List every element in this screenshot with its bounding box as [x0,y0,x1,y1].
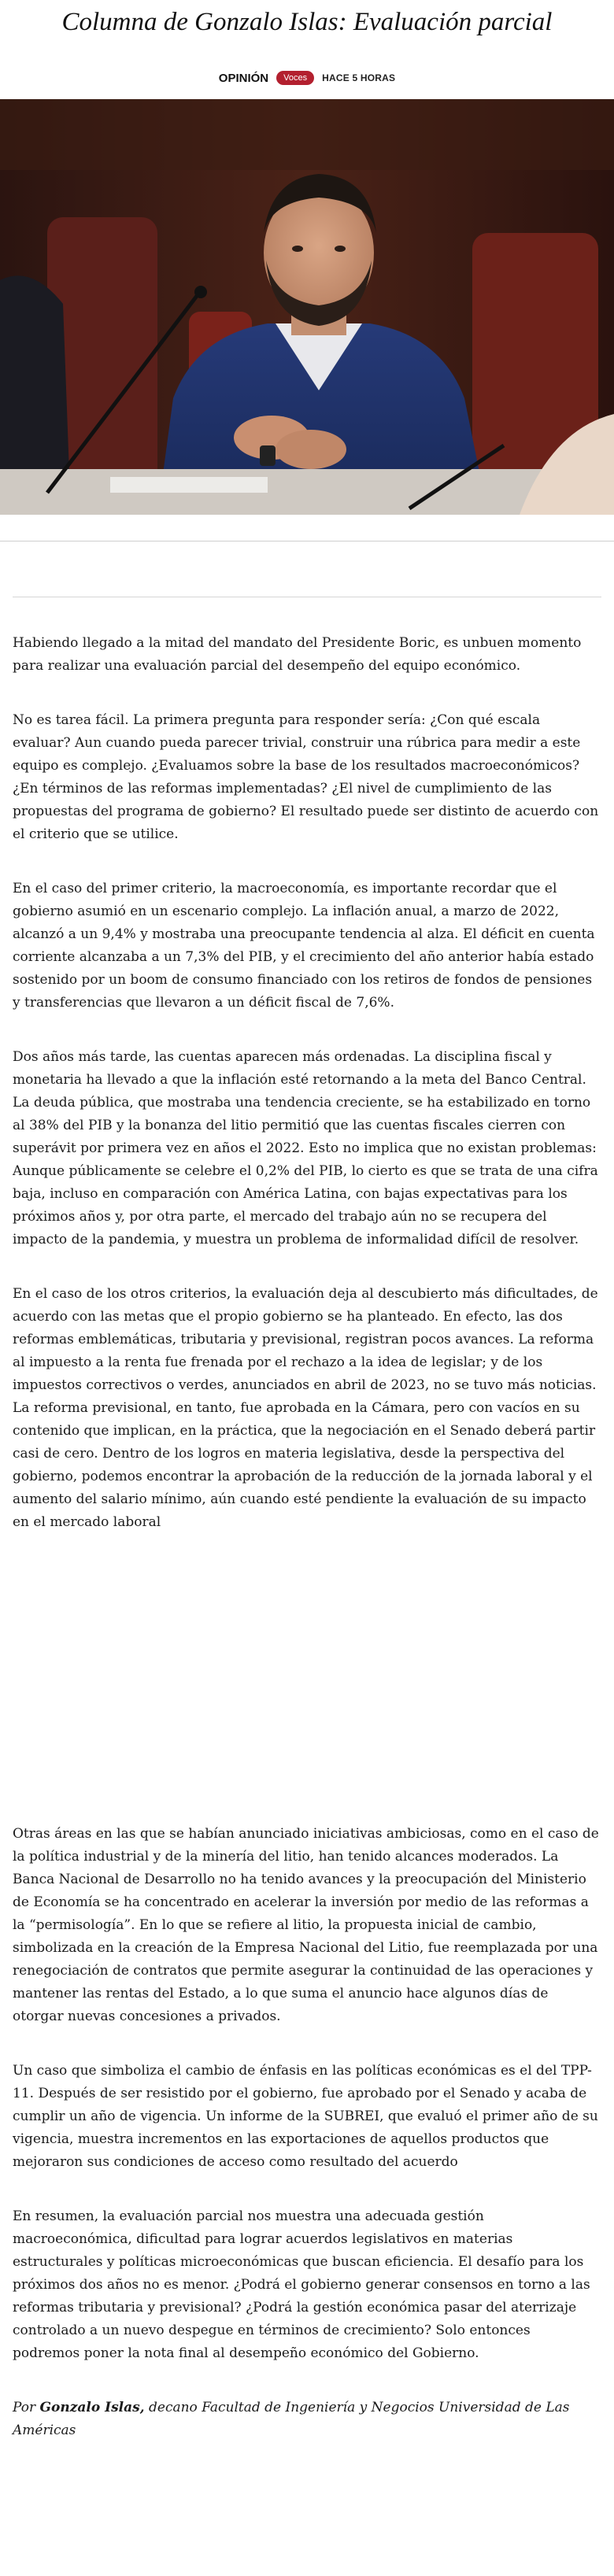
paragraph-3: En el caso del primer criterio, la macroeconomía, es importante recordar que el gobierno asumió en un escenario complejo. La inflación anual, a marzo de 2022, alcanzó a un 9,4% y mostraba una preocupante tendencia al alza. El déficit en cuenta corriente alcanzaba a un 7,3% del PIB, y el crecimiento del año anterior había estado sostenido por un boom de consumo financiado con los retiros de fondos de pensiones y transferencias que llevaron a un déficit fiscal de 7,6%. [13,881,595,1011]
paragraph-7: Un caso que simboliza el cambio de énfasis en las políticas económicas es el del TPP-11. Después de ser resistido por el gobierno, fue aprobado por el Senado y acaba de cumplir un año de vigencia. Un informe de la SUBREI, que evaluó el primer año de su vigencia, muestra incrementos en las exportaciones de aquellos productos que mejoraron sus condiciones de acceso como resultado del acuerdo [13,2063,598,2170]
publish-time: HACE 5 HORAS [322,72,396,83]
paragraph-8: En resumen, la evaluación parcial nos muestra una adecuada gestión macroeconómica, dificultad para lograr acuerdos legislativos en materias estructurales y políticas microeconómicas que buscan eficiencia. El desafío para los próximos dos años no es menor. ¿Podrá el gobierno generar consensos en torno a las reformas tributaria y previsional? ¿Podrá la gestión económica pasar del aterrizaje controlado a un nuevo despegue en términos de crecimiento? Solo entonces podremos poner la nota final al desempeño económico del Gobierno. [13,2208,590,2361]
byline-author[interactable]: Gonzalo Islas, [39,2400,145,2415]
ad-slot [13,1534,601,1791]
paragraph-2: No es tarea fácil. La primera pregunta para responder sería: ¿Con qué escala evaluar? Aun cuando pueda parecer trivial, construir una rúbrica para medir a este equipo es complejo. ¿Evaluamos sobre la base de los resultados macroeconómicos? ¿En términos de las reformas implementadas? ¿El nivel de cumplimiento de las propuestas del programa de gobierno? El resultado puede ser distinto de acuerdo con el criterio que se utilice. [13,712,599,842]
paragraph-6: Otras áreas en las que se habían anunciado iniciativas ambiciosas, como en el caso de la política industrial y de la minería del litio, han tenido alcances moderados. La Banca Nacional de Desarrollo no ha tenido avances y la preocupación del Ministerio de Economía se ha concentrado en acelerar la inversión por medio de las reformas a la “permisología”. En lo que se refiere al litio, la propuesta inicial de cambio, simbolizada en la creación de la Empresa Nacional del Litio, fue reemplazada por una renegociación de contratos que permite asegurar la continuidad de las operaciones y mantener las rentas del Estado, a lo que suma el anuncio hace algunos días de otorgar nuevas concesiones a privados. [13,1826,599,2024]
article-headline: Columna de Gonzalo Islas: Evaluación parcial [61,8,553,36]
section-label[interactable]: OPINIÓN [218,71,269,85]
paragraph-5: En el caso de los otros criterios, la evaluación deja al descubierto más dificultades, de acuerdo con las metas que el propio gobierno se ha planteado. En efecto, las dos reformas emblemáticas, tributaria y previsional, registran pocos avances. La reforma al impuesto a la renta fue frenada por el rechazo a la idea de legislar; y de los impuestos correctivos o verdes, anunciados en abril de 2023, no se tuvo más noticias. La reforma previsional, en tanto, fue aprobada en la Cámara, pero con vacíos en su contenido que implican, en la práctica, que la negociación en el Senado deberá partir casi de cero. Dentro de los logros en materia legislativa, desde la perspectiva del gobierno, podemos encontrar la aprobación de la reducción de la jornada laboral y el aumento del salario mínimo, aún cuando esté pendiente la evaluación de su impacto en el mercado laboral [13,1286,598,1530]
voces-badge[interactable]: Voces [276,71,314,85]
article-body [0,632,614,2442]
author-byline [13,2397,601,2442]
paragraph-1: Habiendo llegado a la mitad del mandato del Presidente Boric, es unbuen momento para realizar una evaluación parcial del desempeño del equipo económico. [13,635,582,674]
paragraph-4: Dos años más tarde, las cuentas aparecen más ordenadas. La disciplina fiscal y monetaria ha llevado a que la inflación esté retornando a la meta del Banco Central. La deuda pública, que mostraba una tendencia creciente, se ha estabilizado en torno al 38% del PIB y la bonanza del litio permitió que las cuentas fiscales cierren con superávit por primera vez en años el 2022. Esto no implica que no existan problemas: Aunque públicamente se celebre el 0,2% del PIB, lo cierto es que se trata de una cifra baja, incluso en comparación con América Latina, con bajas expectativas para los próximos años y, por otra parte, el mercado del trabajo aún no se recupera del impacto de la pandemia, y muestra un problema de informalidad difícil de resolver. [13,1049,598,1247]
article-meta [0,57,614,99]
hero-photo [0,99,614,515]
byline-role: decano Facultad de Ingeniería y Negocios Universidad de Las Américas [13,2400,570,2438]
hero-photo-illustration [0,99,614,515]
byline-prefix: Por [13,2400,40,2415]
